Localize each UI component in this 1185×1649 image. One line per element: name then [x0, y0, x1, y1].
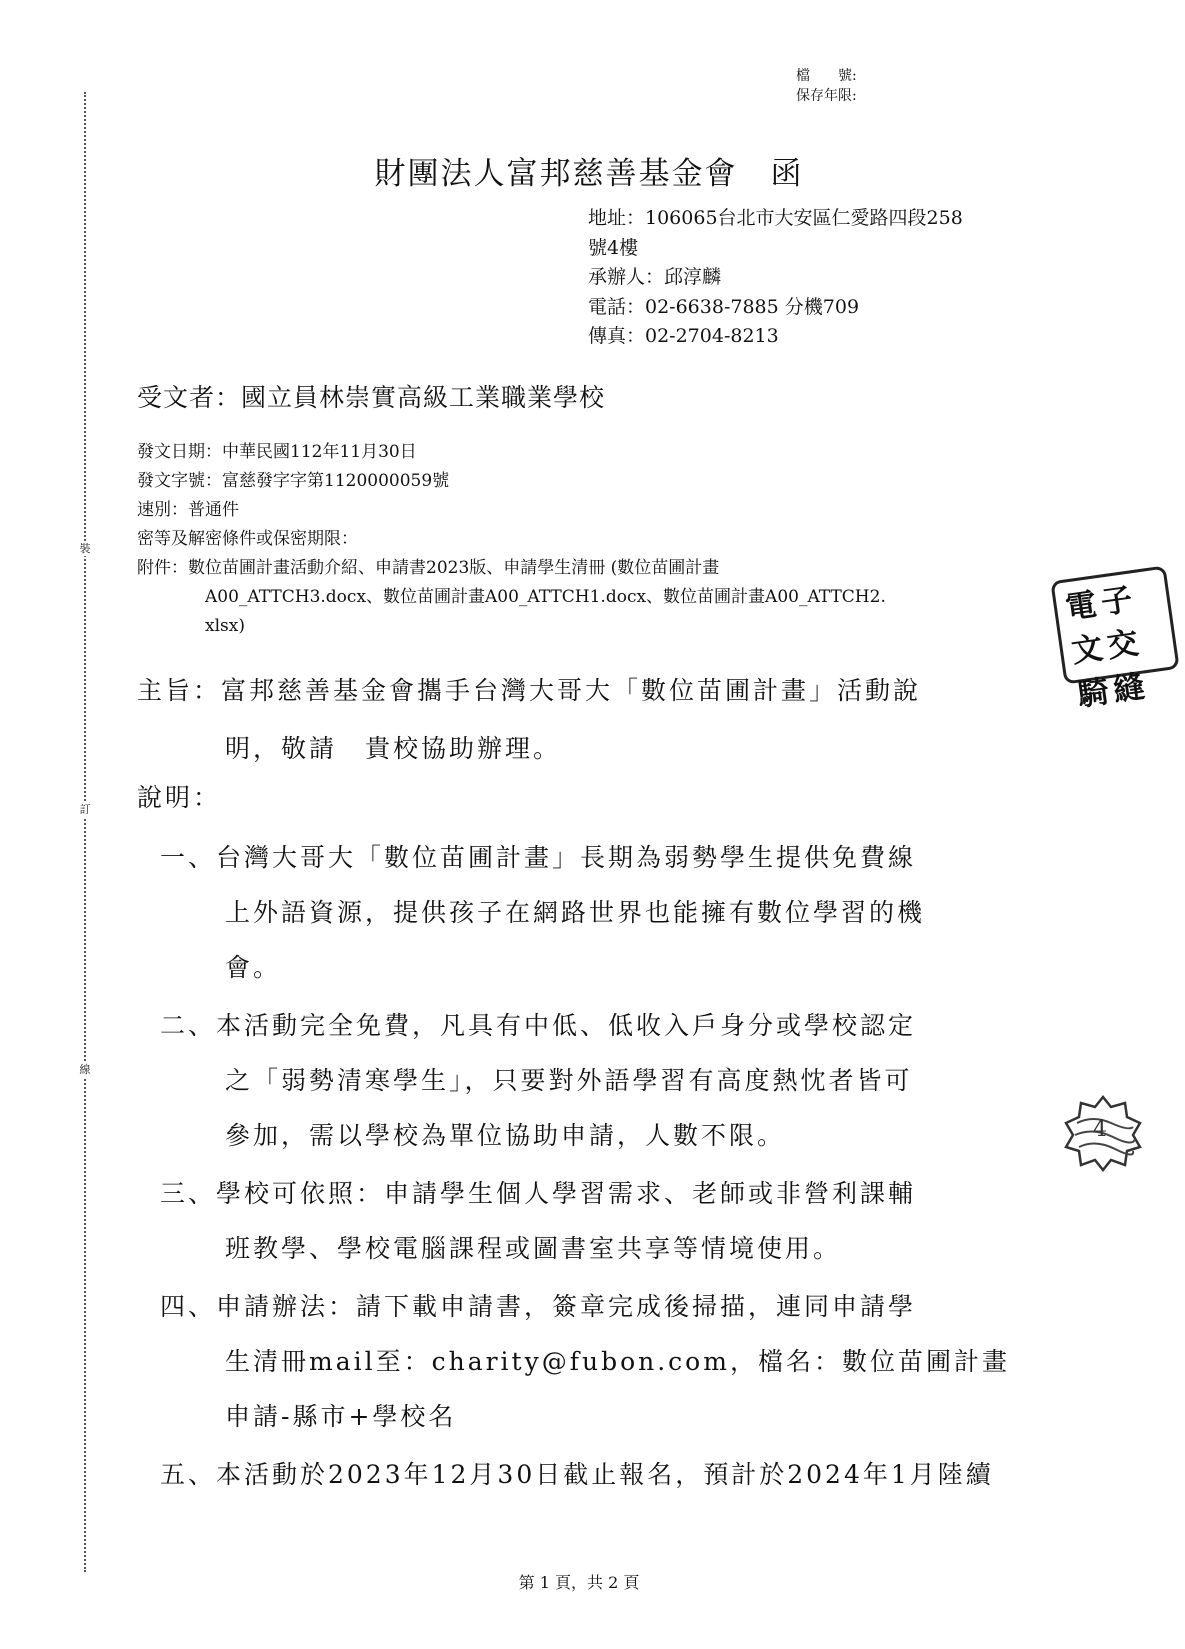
confidentiality: 密等及解密條件或保密期限： — [137, 529, 358, 549]
binding-line — [84, 92, 86, 1572]
page-footer: 第 1 頁，共 2 頁 — [518, 1573, 640, 1592]
item-line: 班教學、學校電腦課程或圖書室共享等情境使用。 — [225, 1234, 842, 1263]
document-number: 發文字號：富慈發字字第1120000059號 — [137, 471, 450, 491]
stamp-char: 子 — [1098, 581, 1135, 622]
item-line: 三、學校可依照：申請學生個人學習需求、老師或非營利課輔 — [160, 1179, 917, 1208]
binding-mark-xian: 線 — [77, 1063, 93, 1077]
delivery-speed: 速別：普通件 — [137, 500, 239, 520]
item-line: 一、台灣大哥大「數位苗圃計畫」長期為弱勢學生提供免費線 — [160, 843, 917, 872]
document-title: 財團法人富邦慈善基金會 函 — [374, 156, 804, 192]
attachments-line2: A00_ATTCH3.docx、數位苗圃計畫A00_ATTCH1.docx、數位苗圃計畫A00_ATTCH2. — [205, 587, 886, 607]
explanation-item-4 — [160, 1279, 1010, 1444]
explanation-item-1 — [160, 830, 1010, 995]
stamp-char: 文 — [1069, 630, 1106, 671]
binding-mark-ding: 訂 — [77, 803, 93, 817]
explanation-heading: 說明： — [137, 783, 222, 812]
stamp-char: 縫 — [1111, 668, 1147, 709]
item-line: 四、申請辦法：請下載申請書，簽章完成後掃描，連同申請學 — [160, 1292, 917, 1321]
sender-info — [588, 204, 963, 352]
page-seal-number: 4 — [1093, 1117, 1107, 1142]
issue-date: 發文日期：中華民國112年11月30日 — [137, 442, 417, 462]
subject-line1: 主旨：富邦慈善基金會攜手台灣大哥大「數位苗圃計畫」活動說 — [137, 676, 922, 705]
sender-address-line2: 號4樓 — [588, 236, 639, 259]
item-line: 會。 — [225, 953, 282, 982]
explanation-item-2 — [160, 998, 1010, 1163]
subject-line2: 明，敬請 貴校協助辦理。 — [225, 734, 562, 763]
stamp-char: 騎 — [1075, 673, 1112, 714]
attachments-line1: 附件：數位苗圃計畫活動介紹、申請書2023版、申請學生清冊 (數位苗圃計畫 — [137, 558, 720, 578]
sender-handler: 承辦人：邱淳麟 — [588, 266, 722, 288]
item-line: 生清冊mail至：charity@fubon.com，檔名：數位苗圃計畫 — [225, 1347, 1010, 1376]
sender-phone: 電話：02-6638-7885 分機709 — [588, 295, 860, 318]
explanation-items — [160, 830, 1010, 1505]
recipient: 受文者：國立員林崇實高級工業職業學校 — [137, 383, 606, 412]
item-line: 申請-縣市+學校名 — [225, 1402, 457, 1431]
attachments-line3: xlsx) — [205, 616, 245, 636]
binding-mark-zhuang: 裝 — [77, 542, 93, 556]
retention-label: 保存年限: — [796, 88, 857, 104]
electronic-document-stamp — [1050, 565, 1179, 714]
stamp-char: 電 — [1063, 586, 1099, 627]
document-meta — [137, 438, 886, 641]
explanation-item-5 — [160, 1447, 1010, 1502]
item-line: 參加，需以學校為單位協助申請，人數不限。 — [225, 1121, 786, 1150]
item-line: 之「弱勢清寒學生」，只要對外語學習有高度熱忱者皆可 — [225, 1066, 913, 1095]
file-number-label: 檔 號: — [796, 68, 857, 84]
sender-fax: 傳真：02-2704-8213 — [588, 325, 779, 347]
item-line: 二、本活動完全免費，凡具有中低、低收入戶身分或學校認定 — [160, 1011, 917, 1040]
item-line: 五、本活動於2023年12月30日截止報名，預計於2024年1月陸續 — [160, 1460, 994, 1489]
item-line: 上外語資源，提供孩子在網路世界也能擁有數位學習的機 — [225, 898, 926, 927]
sender-address-line1: 地址：106065台北市大安區仁愛路四段258 — [588, 207, 963, 229]
explanation-item-3 — [160, 1166, 1010, 1276]
stamp-char: 交 — [1105, 625, 1141, 666]
file-info — [796, 66, 857, 106]
subject — [137, 662, 921, 778]
